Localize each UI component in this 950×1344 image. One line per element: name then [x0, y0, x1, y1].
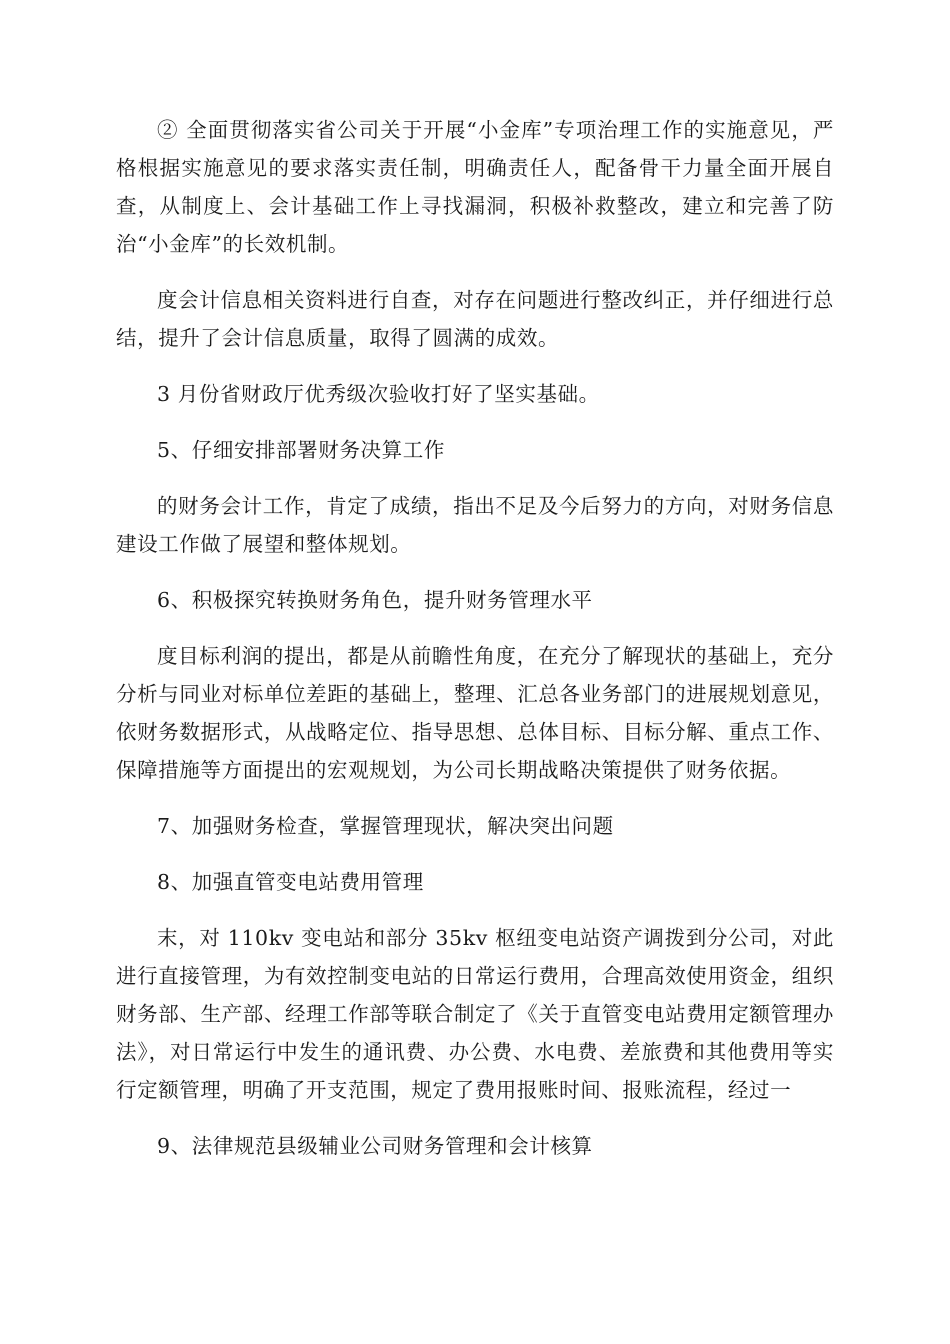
document-body — [116, 111, 834, 1183]
paragraph-march-acceptance: 3 月份省财政厅优秀级次验收打好了坚实基础。 — [157, 382, 600, 406]
heading-section-8: 8、加强直管变电站费用管理 — [157, 870, 424, 894]
paragraph-target-profit: 度目标利润的提出，都是从前瞻性角度，在充分了解现状的基础上，充分分析与同业对标单位差距的基础上，整理、汇总各业务部门的进展规划意见，依财务数据形式，从战略定位、指导思想、总体目标、目标分解、重点工作、保障措施等方面提出的宏观规划，为公司长期战略决策提供了财务依据。 — [116, 644, 834, 782]
heading-section-5: 5、仔细安排部署财务决算工作 — [157, 438, 445, 462]
paragraph-substation-management: 末，对 110kv 变电站和部分 35kv 枢纽变电站资产调拨到分公司，对此进行直接管理，为有效控制变电站的日常运行费用，合理高效使用资金，组织财务部、生产部、经理工作部等联合制定了《关于直管变电站费用定额管理办法》，对日常运行中发生的通讯费、办公费、水电费、差旅费和其他费用等实行定额管理，明确了开支范围，规定了费用报账时间、报账流程，经过一 — [116, 926, 834, 1102]
heading-section-6: 6、积极探究转换财务角色，提升财务管理水平 — [157, 588, 593, 612]
heading-section-7: 7、加强财务检查，掌握管理现状，解决突出问题 — [157, 814, 614, 838]
heading-section-9: 9、法律规范县级辅业公司财务管理和会计核算 — [157, 1134, 593, 1158]
paragraph-financial-work: 的财务会计工作，肯定了成绩，指出不足及今后努力的方向，对财务信息建设工作做了展望和整体规划。 — [116, 494, 834, 556]
paragraph-accounting-info: 度会计信息相关资料进行自查，对存在问题进行整改纠正，并仔细进行总结，提升了会计信息质量，取得了圆满的成效。 — [116, 288, 834, 350]
paragraph-xiaojinku: ② 全面贯彻落实省公司关于开展“小金库”专项治理工作的实施意见，严格根据实施意见的要求落实责任制，明确责任人，配备骨干力量全面开展自查，从制度上、会计基础工作上寻找漏洞，积极补救整改，建立和完善了防治“小金库”的长效机制。 — [116, 118, 834, 256]
